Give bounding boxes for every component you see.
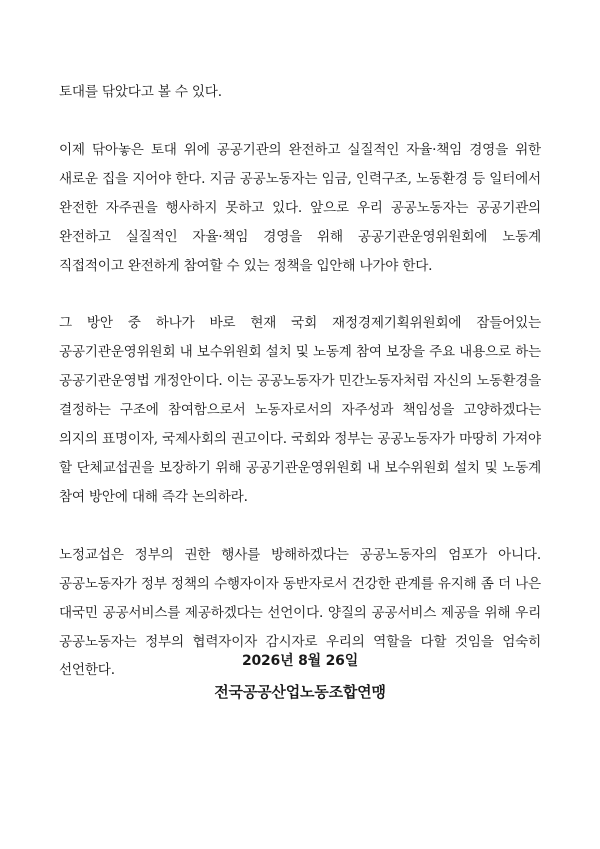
- document-page: [59, 78, 541, 685]
- paragraph-3: 그 방안 중 하나가 바로 현재 국회 재정경제기획위원회에 잠들어있는 공공기관운영위원회 내 보수위원회 설치 및 노동계 참여 보장을 주요 내용으로 하는 공공기관운영법 개정안이다. 이는 공공노동자가 민간노동자처럼 자신의 노동환경을 결정하는 구조에 참여함으로서 노동자로서의 자주성과 책임성을 고양하겠다는 의지의 표명이자, 국제사회의 권고이다. 국회와 정부는 공공노동자가 마땅히 가져야 할 단체교섭권을 보장하기 위해 공공기관운영위원회 내 보수위원회 설치 및 노동계 참여 방안에 대해 즉각 논의하라.: [59, 315, 541, 505]
- declaration-date: 2026년 8월 26일: [241, 653, 359, 669]
- paragraph-1: 토대를 닦았다고 볼 수 있다.: [59, 84, 222, 100]
- organization-name: 전국공공산업노동조합연맹: [214, 683, 386, 701]
- paragraph-4: 노정교섭은 정부의 권한 행사를 방해하겠다는 공공노동자의 엄포가 아니다. 공공노동자가 정부 정책의 수행자이자 동반자로서 건강한 관계를 유지해 좀 더 나은 대국민 공공서비스를 제공하겠다는 선언이다. 양질의 공공서비스 제공을 위해 우리 공공노동자는 정부의 협력자이자 감시자로 우리의 역할을 다할 것임을 엄숙히 선언한다.: [59, 546, 541, 679]
- paragraph-2: 이제 닦아놓은 토대 위에 공공기관의 완전하고 실질적인 자율·책임 경영을 위한 새로운 집을 지어야 한다. 지금 공공노동자는 임금, 인력구조, 노동환경 등 일터에서 완전한 자주권을 행사하지 못하고 있다. 앞으로 우리 공공노동자는 공공기관의 완전하고 실질적인 자율·책임 경영을 위해 공공기관운영위원회에 노동계 직접적이고 완전하게 참여할 수 있는 정책을 입안해 나가야 한다.: [59, 141, 541, 274]
